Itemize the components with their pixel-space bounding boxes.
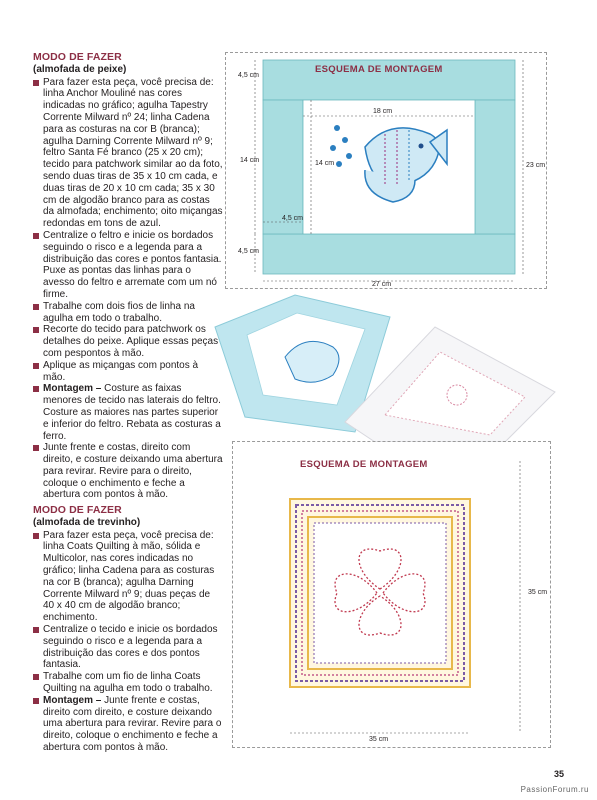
- instruction-item: [33, 324, 223, 359]
- item-text: Costure as faixas menores de tecido nas laterais do feltro. Costure as maiores nas partes superior e inferior do feltro. Rebata as costuras a ferro.: [43, 383, 221, 442]
- dim-side: 4,5 cm: [282, 215, 304, 222]
- bullet-square-icon: [33, 386, 39, 392]
- instruction-item: [33, 442, 223, 501]
- item-text: Centralize o feltro e inicie os bordados seguindo o risco e a legenda para a distribuição das cores e pontos fantasia. Puxe as pontas das linhas para o avesso do feltro e arremate com um nó firme.: [43, 229, 222, 300]
- item-text: Centralize o tecido e inicie os bordados seguindo o risco e a legenda para a distribuição das cores e dos pontos fantasia.: [43, 623, 218, 671]
- item-text: Aplique as miçangas com pontos à mão.: [43, 359, 199, 383]
- item-text: Trabalhe com um fio de linha Coats Quilting na agulha em todo o trabalho.: [43, 671, 213, 694]
- bullet-square-icon: [33, 674, 39, 680]
- item-text: Para fazer esta peça, você precisa de: linha Coats Quilting à mão, sólida e Multicolor, nas cores indicadas no gráfico; linha Cadena para as costuras na cor B (branca); agulha Darning Corrente Milward nº 9; duas peças de 40 x 40 cm de algodão branco; enchimento.: [43, 529, 215, 624]
- bullet-square-icon: [33, 627, 39, 633]
- section-fish-instructions: [33, 52, 223, 501]
- instruction-item: [33, 77, 223, 230]
- section-title: MODO DE FAZER: [33, 504, 122, 516]
- section-subtitle: (almofada de peixe): [33, 63, 127, 75]
- instruction-item: [33, 695, 223, 754]
- item-text: Para fazer esta peça, você precisa de: linha Anchor Mouliné nas cores indicadas no gráfico; agulha Tapestry Corrente Milward nº 24; linha Cadena para as costuras na cor B (branca); agulha Darning Corrente Milward nº 9; feltro Santa Fé branco (25 x 20 cm); tecido para patchwork similar ao da foto, sendo duas tiras de 35 x 10 cm cada, e duas tiras de 20 x 10 cm cada; 35 x 30 cm de algodão branco para as costas da almofada; enchimento; oito miçangas redondas em tons de azul.: [43, 76, 223, 230]
- bullet-square-icon: [33, 233, 39, 239]
- bullet-square-icon: [33, 445, 39, 451]
- dim-felt-width: 18 cm: [373, 108, 393, 115]
- section-title: MODO DE FAZER: [33, 51, 122, 63]
- bullet-square-icon: [33, 363, 39, 369]
- instruction-list: [33, 77, 223, 502]
- diagram-title: ESQUEMA DE MONTAGEM: [300, 459, 428, 470]
- section-clover-instructions: [33, 505, 223, 754]
- instruction-item: [33, 671, 223, 695]
- diagram-fish: [225, 52, 547, 290]
- item-text: Junte frente e costas, direito com direito, e costure deixando uma abertura para revirar. Revire para o direito, coloque o enchimento e feche a abertura com pontos à mão.: [43, 694, 222, 753]
- bullet-square-icon: [33, 80, 39, 86]
- section-subtitle: (almofada de trevinho): [33, 516, 141, 528]
- instruction-item: [33, 230, 223, 301]
- dim-top: 4,5 cm: [238, 72, 260, 79]
- item-label: Montagem –: [43, 383, 102, 395]
- item-text: Trabalhe com dois fios de linha na agulha em todo o trabalho.: [43, 300, 195, 324]
- dim-left: 14 cm: [240, 157, 260, 164]
- dim-total-width: 27 cm: [372, 281, 392, 288]
- pillows-photo: [205, 287, 575, 442]
- diagram-title: ESQUEMA DE MONTAGEM: [315, 64, 443, 75]
- instruction-item: [33, 360, 223, 384]
- dim-felt-height: 14 cm: [315, 160, 335, 167]
- instruction-item: [33, 624, 223, 671]
- item-text: Recorte do tecido para patchwork os detalhes do peixe. Aplique essas peças com pespontos à mão.: [43, 324, 219, 359]
- instruction-item: [33, 301, 223, 325]
- instruction-item: [33, 383, 223, 442]
- page-number: 35: [553, 769, 564, 779]
- bullet-square-icon: [33, 698, 39, 704]
- item-label: Montagem –: [43, 694, 102, 706]
- bullet-square-icon: [33, 327, 39, 333]
- diagram-clover: [232, 441, 550, 747]
- dim-width: 35 cm: [369, 736, 389, 743]
- dim-total-height: 23 cm: [526, 162, 546, 169]
- instruction-list: [33, 530, 223, 754]
- bullet-square-icon: [33, 304, 39, 310]
- instruction-item: [33, 530, 223, 624]
- item-text: Junte frente e costas, direito com direito, e costure deixando uma abertura para revirar. Revire para o direito, coloque o enchimento e feche a abertura com pontos à mão.: [43, 442, 223, 501]
- bullet-square-icon: [33, 533, 39, 539]
- dim-bottom: 4,5 cm: [238, 248, 260, 255]
- watermark: PassionForum.ru: [520, 785, 589, 794]
- dim-height: 35 cm: [528, 589, 548, 596]
